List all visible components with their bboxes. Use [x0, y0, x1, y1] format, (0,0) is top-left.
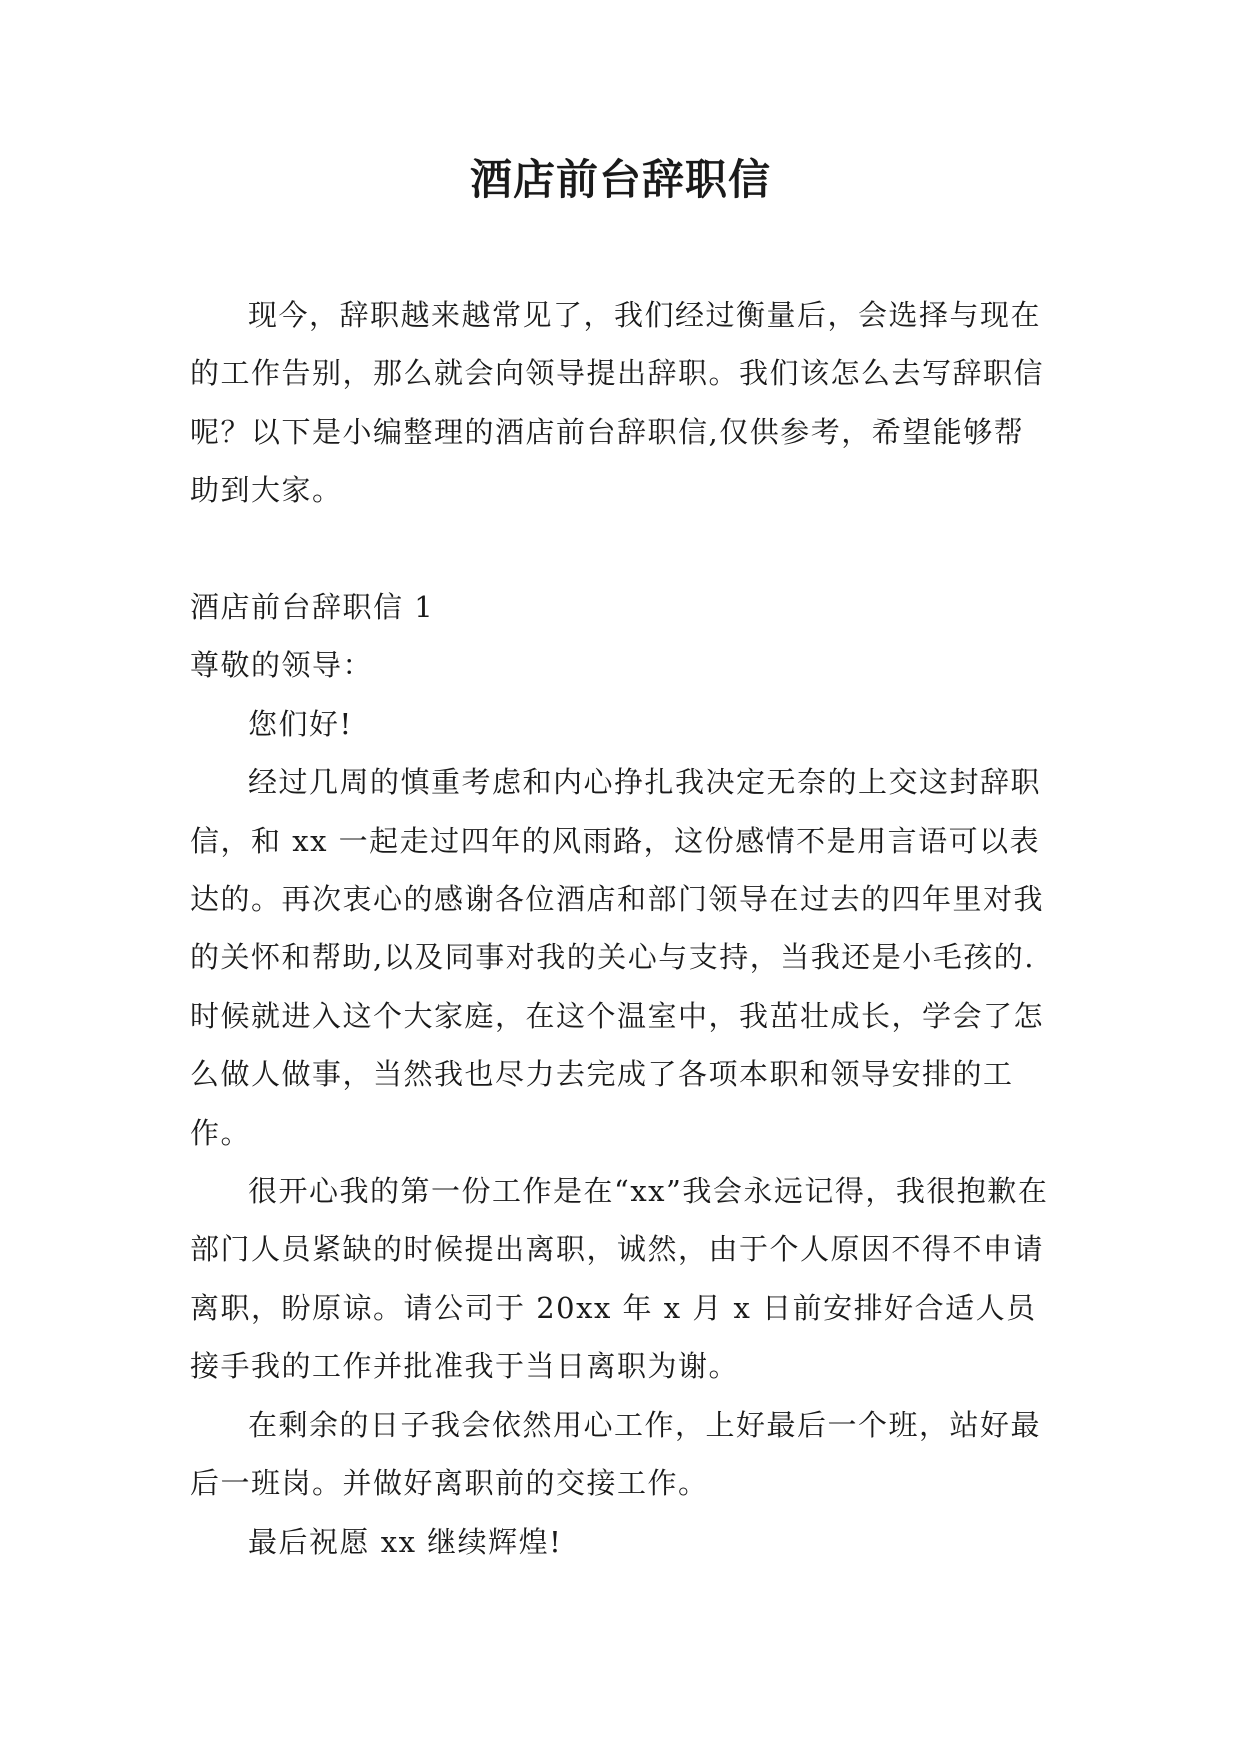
salutation: 尊敬的领导： — [190, 648, 374, 683]
greeting: 您们好! — [248, 706, 353, 741]
paragraph-spacer — [190, 520, 1052, 578]
body-paragraph: 在剩余的日子我会依然用心工作，上好最后一个班，站好最后一班岗。并做好离职前的交接工作。 — [190, 1407, 1042, 1501]
document-body — [190, 286, 1052, 1571]
document-title: 酒店前台辞职信 — [469, 155, 771, 204]
body-paragraph: 很开心我的第一份工作是在“xx”我会永远记得，我很抱歉在部门人员紧缺的时候提出离职，诚然，由于个人原因不得不申请离职，盼原谅。请公司于 20xx 年 x 月 x 日前安排好合适人员接手我的工作并批准我于当日离职为谢。 — [190, 1174, 1049, 1384]
intro-paragraph: 现今，辞职越来越常见了，我们经过衡量后，会选择与现在的工作告别，那么就会向领导提出辞职。我们该怎么去写辞职信呢？以下是小编整理的酒店前台辞职信,仅供参考，希望能够帮助到大家。 — [190, 298, 1045, 508]
closing-wish: 最后祝愿 xx 继续辉煌! — [248, 1524, 563, 1559]
section-heading: 酒店前台辞职信 1 — [190, 590, 435, 625]
body-paragraph: 经过几周的慎重考虑和内心挣扎我决定无奈的上交这封辞职信，和 xx 一起走过四年的风雨路，这份感情不是用言语可以表达的。再次衷心的感谢各位酒店和部门领导在过去的四年里对我的关怀和帮助,以及同事对我的关心与支持，当我还是小毛孩的.时候就进入这个大家庭，在这个温室中，我茁壮成长，学会了怎么做人做事，当然我也尽力去完成了各项本职和领导安排的工作。 — [190, 765, 1045, 1150]
